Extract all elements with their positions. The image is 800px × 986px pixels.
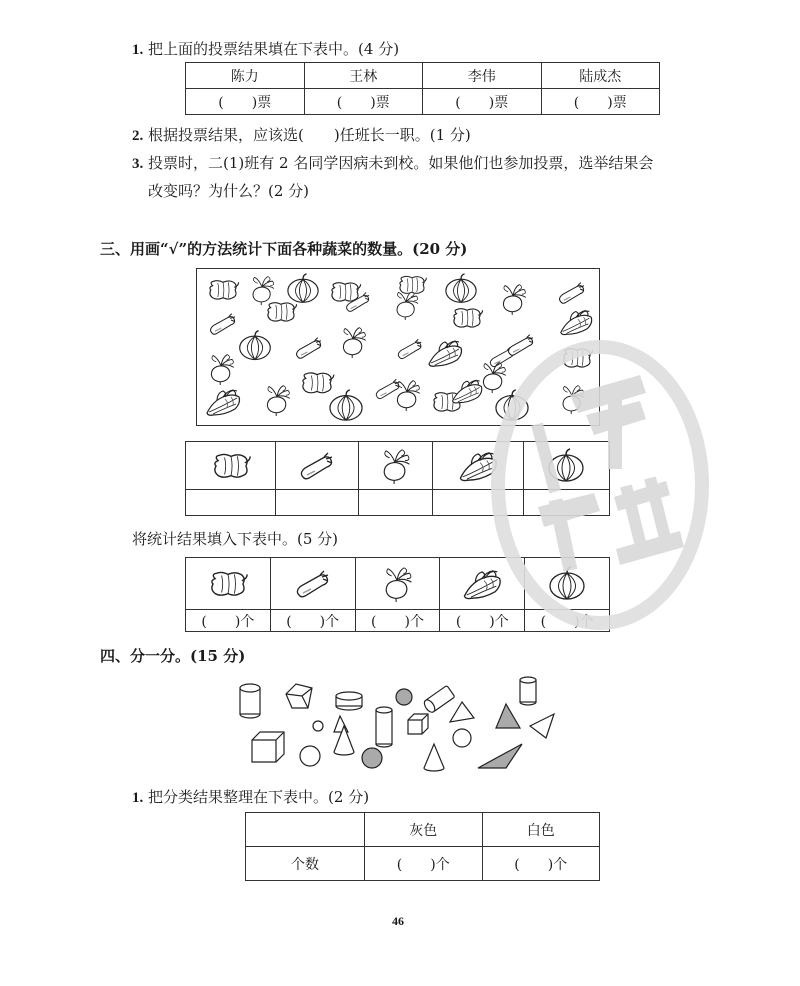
vote-question-2 [132, 124, 471, 145]
pepper-icon [210, 281, 239, 299]
triangle-icon [450, 702, 474, 722]
eggplant-icon [211, 314, 235, 335]
classification-table [245, 812, 600, 881]
count-header-pepper [186, 558, 271, 610]
pepper-icon [454, 309, 483, 327]
vote-blank[interactable]: ( )票 [541, 89, 660, 115]
pumpkin-icon [330, 390, 362, 420]
radish-icon [343, 328, 365, 358]
question-text: 把分类结果整理在下表中。(2 分) [148, 788, 370, 806]
pepper-icon [303, 373, 334, 393]
column-header: 白色 [482, 813, 600, 847]
count-header-radish [355, 558, 440, 610]
count-blank[interactable]: ( )个 [355, 610, 440, 632]
tally-blank[interactable] [186, 490, 276, 516]
count-blank[interactable]: ( )个 [186, 610, 271, 632]
circle-icon [453, 729, 471, 747]
radish-icon [387, 567, 412, 601]
pumpkin-icon [240, 331, 271, 360]
cylinder-icon [336, 692, 362, 710]
vote-question-1 [132, 38, 399, 59]
shapes-picture [230, 672, 560, 778]
section-3-heading: 三、用画“√”的方法统计下面各种蔬菜的数量。(20 分) [100, 240, 468, 258]
triangle-icon [530, 714, 554, 738]
count-blank[interactable]: ( )个 [482, 847, 600, 881]
cube-icon [286, 684, 312, 708]
question-number: 1. [132, 790, 144, 806]
triangle-icon [478, 744, 522, 768]
vote-question-3-cont: 改变吗？为什么？(2 分) [148, 182, 310, 200]
count-blank[interactable]: ( )个 [270, 610, 355, 632]
circle-icon [396, 689, 412, 705]
question-number: 2. [132, 128, 144, 144]
cabbage-icon [207, 390, 240, 415]
question-number: 3. [132, 156, 144, 172]
count-header-eggplant [270, 558, 355, 610]
vote-blank[interactable]: ( )票 [304, 89, 423, 115]
candidate-name: 李伟 [423, 63, 542, 89]
cone-icon [424, 744, 444, 771]
row-label: 个数 [246, 847, 365, 881]
candidate-name: 王林 [304, 63, 423, 89]
question-text: 投票时，二(1)班有 2 名同学因病未到校。如果他们也参加投票，选举结果会 [148, 154, 654, 172]
circle-icon [313, 721, 323, 731]
tally-header-radish [358, 442, 432, 490]
cabbage-icon [453, 380, 482, 403]
vote-blank[interactable]: ( )票 [423, 89, 542, 115]
tally-header-eggplant [276, 442, 358, 490]
pepper-icon [400, 276, 427, 293]
tally-blank[interactable] [358, 490, 432, 516]
radish-icon [397, 381, 419, 411]
radish-icon [503, 285, 525, 315]
eggplant-icon [302, 453, 333, 479]
cabbage-icon [561, 311, 592, 335]
cube-icon [408, 714, 428, 734]
pumpkin-icon [288, 274, 318, 302]
circle-icon [362, 748, 382, 768]
page-number: 46 [392, 914, 404, 928]
section-4-heading: 四、分一分。(15 分) [100, 647, 246, 665]
eggplant-icon [560, 283, 584, 304]
tally-blank[interactable] [276, 490, 358, 516]
radish-icon [267, 386, 289, 416]
pepper-icon [268, 303, 297, 321]
pepper-icon [212, 572, 247, 595]
pepper-icon [215, 454, 250, 477]
circle-icon [300, 746, 320, 766]
count-blank[interactable]: ( )个 [365, 847, 483, 881]
candidate-name: 陆成杰 [541, 63, 660, 89]
cabbage-icon [429, 341, 462, 366]
cube-icon [252, 732, 284, 762]
cylinder-icon [376, 707, 392, 747]
radish-icon [253, 277, 274, 306]
radish-icon [211, 355, 233, 385]
section-4-question-1 [132, 786, 369, 807]
count-blank[interactable]: ( )个 [440, 610, 525, 632]
eggplant-icon [398, 339, 421, 358]
cylinder-icon [422, 685, 455, 714]
eggplant-icon [297, 571, 328, 597]
eggplant-icon [376, 379, 399, 398]
tally-header-pepper [186, 442, 276, 490]
candidate-name: 陈力 [186, 63, 305, 89]
pumpkin-icon [446, 274, 476, 302]
column-header: 灰色 [365, 813, 483, 847]
question-text: 把上面的投票结果填在下表中。(4 分) [148, 40, 400, 58]
eggplant-icon [297, 338, 321, 359]
cylinder-icon [240, 684, 260, 718]
radish-icon [385, 449, 410, 483]
fill-instruction: 将统计结果填入下表中。(5 分) [132, 530, 339, 548]
cylinder-icon [520, 677, 536, 705]
vote-blank[interactable]: ( )票 [186, 89, 305, 115]
vote-question-3 [132, 152, 653, 173]
count-blank[interactable]: ( )个 [525, 610, 610, 632]
pepper-icon [332, 283, 361, 301]
watermark-stamp [490, 335, 725, 635]
question-number: 1. [132, 42, 144, 58]
radish-icon [397, 292, 418, 321]
vote-table [185, 62, 660, 115]
triangle-icon [496, 704, 520, 728]
question-text: 根据投票结果，应该选( )任班长一职。(1 分) [148, 126, 471, 144]
table-corner [246, 813, 365, 847]
